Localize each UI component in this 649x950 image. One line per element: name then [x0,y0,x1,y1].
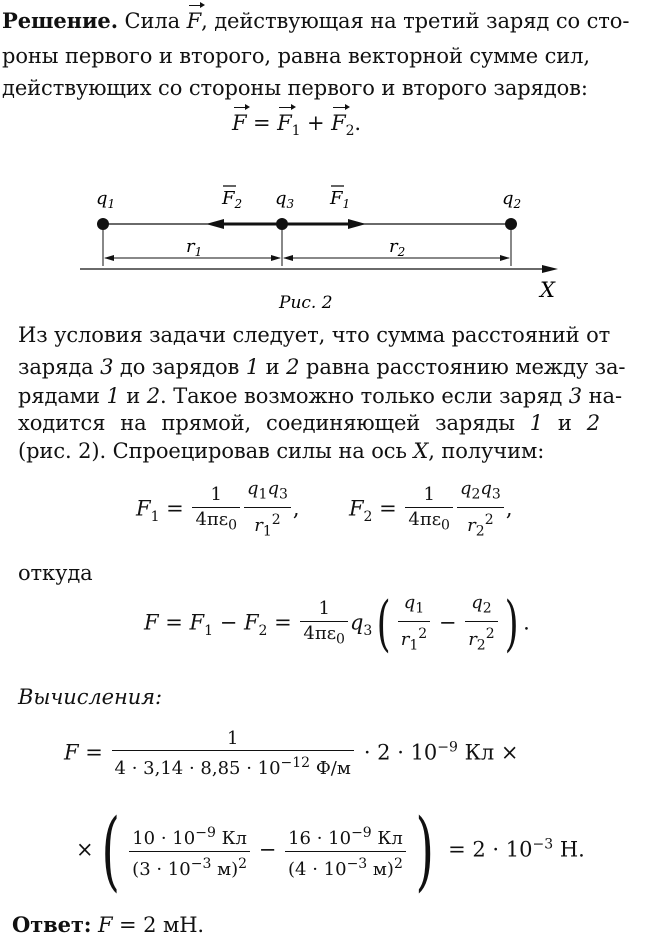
paragraph-line-1: Из условия задачи следует, что сумма расстояний от [18,323,611,347]
x-axis-arrowhead [542,265,558,273]
calculation-line-2: ×( $\frac{10 \cdot 10^{-9} Кл}{(3 \cdot 10^{-3} м)^2}$ − $\frac{16 \cdot 10^{-9} Кл}{(4 \cdot 10^{-3} м)^2}$ ) = $2 \cdot 10^{-3}$ Н. [76,801,585,901]
F2-arrowhead [206,219,224,229]
paragraph-line-4: ходится на прямой, соединяющей заряды 1 и 2 [18,411,600,435]
right-bracket: ) [415,801,434,901]
vector-sum-formula: $F = F_1 + F_2$. [232,111,361,140]
label-q3: $q_3$ [275,188,295,211]
F1-arrowhead [348,219,366,229]
answer-label: Ответ: [12,912,92,937]
label-q1: $q_1$ [96,188,116,211]
charges-diagram [0,180,649,320]
left-bracket: ( [101,801,120,901]
solution-line-2: роны первого и второго, равна векторной суммe сил, [2,44,590,68]
calculations-label: Вычисления: [18,685,162,709]
net-force-equation: $F = F_1 - F_2$ = $\frac{1}{4\pi\varepsilon_0}$ $q_3$( $\frac{q_1}{r_1^2}$ − $\frac{q_2}{r_2^2}$ ) . [144,589,530,660]
right-paren: ) [504,589,519,660]
left-paren: ( [377,589,392,660]
fraction-coulomb-constant: $\frac{1}{4\pi\varepsilon_0}$ [192,484,240,537]
x-axis-label: X [540,278,555,302]
label-r1: $r_1$ [186,236,203,259]
answer-line: Ответ: F = 2 мН. [12,912,204,937]
fraction-q2q3-r2: $\frac{q_2q_3}{r_2^2}$ [457,478,504,542]
paragraph-line-3: рядами 1 и 2. Такое возможно только если заряд 3 на- [18,384,622,408]
solution-line-3: действующих со стороны первого и второго зарядов: [2,76,588,100]
fraction-q1q3-r1: $\frac{q_1q_3}{r_1^2}$ [244,478,291,542]
paragraph-line-5: (рис. 2). Спроецировав силы на ось X, получим: [18,439,545,463]
label-F1: $F_1$ [330,188,351,211]
label-r2: $r_2$ [389,236,406,259]
otkuda-text: откуда [18,561,93,585]
paragraph-line-2: заряда 3 до зарядов 1 и 2 равна расстоянию между за- [18,355,626,379]
coulomb-force-equations: $F_1$ = $\frac{1}{4\pi\varepsilon_0}$ $\frac{q_1q_3}{r_1^2}$ , $F_2$ = $\frac{1}{4\pi\varepsilon_0}$ $\frac{q_2q_3}{r_2^2}$ , [136,478,513,542]
solution-label: Решение. [2,8,118,33]
force-vector-F: F [186,9,202,33]
label-F2: $F_2$ [222,188,243,211]
figure-caption: Рис. 2 [279,293,333,313]
charge-q1 [97,218,109,230]
charge-q2 [505,218,517,230]
charge-q3 [276,218,288,230]
fraction-coulomb-constant-2: $\frac{1}{4\pi\varepsilon_0}$ [405,484,453,537]
label-q2: $q_2$ [502,188,522,211]
solution-line-1: Решение. Сила F, действующая на третий заряд со сто- [2,8,630,33]
calculation-line-1: F = $\frac{1}{4 \cdot 3,14 \cdot 8,85 \cdot 10^{-12} Ф/м}$ · $2 \cdot 10^{-9}$ Кл × [64,728,519,779]
